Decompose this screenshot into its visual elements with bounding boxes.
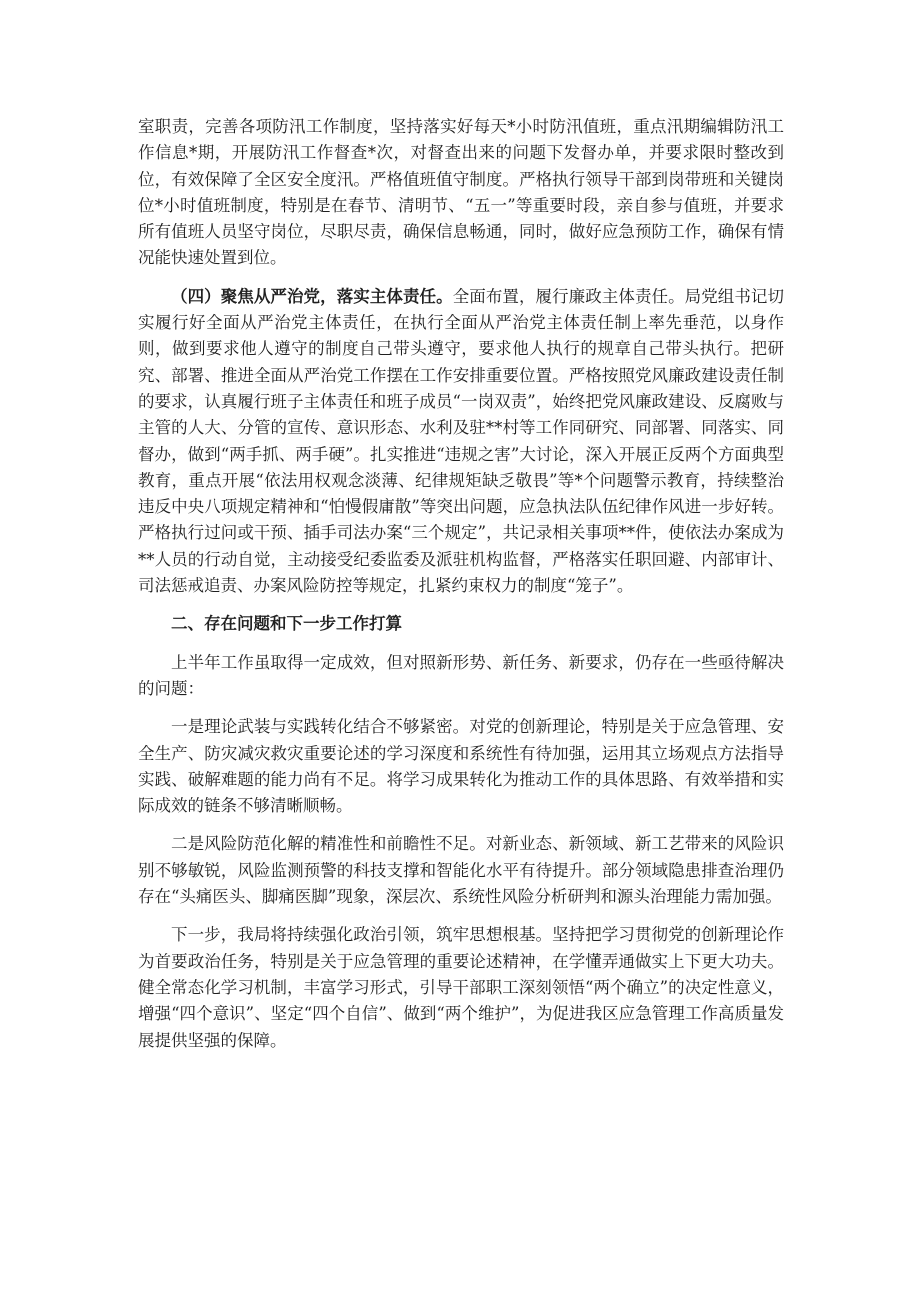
paragraph-problem-one: 一是理论武装与实践转化结合不够紧密。对党的创新理论，特别是关于应急管理、安全生产、防灾减灾救灾重要论述的学习深度和系统性有待加强，运用其立场观点方法指导实践、破解难题的能力尚有不足。将学习成果转化为推动工作的具体思路、有效举措和实际成效的链条不够清晰顺畅。 <box>138 717 784 816</box>
paragraph-next-steps: 下一步，我局将持续强化政治引领，筑牢思想根基。坚持把学习贯彻党的创新理论作为首要政治任务，特别是关于应急管理的重要论述精神，在学懂弄通做实上下更大功夫。健全常态化学习机制，丰富学习形式，引导干部职工深刻领悟“两个确立”的决定性意义，增强“四个意识”、坚定“四个自信”、做到“两个维护”，为促进我区应急管理工作高质量发展提供坚强的保障。 <box>138 925 784 1050</box>
document-page <box>138 114 784 1066</box>
section-two-heading: 二、存在问题和下一步工作打算 <box>171 614 402 634</box>
section-four-body: 全面布置，履行廉政主体责任。局党组书记切实履行好全面从严治党主体责任，在执行全面从严治党主体责任制上率先垂范，以身作则，做到要求他人遵守的制度自己带头遵守，要求他人执行的规章自己带头执行。把研究、部署、推进全面从严治党工作摆在工作安排重要位置。严格按照党风廉政建设责任制的要求，认真履行班子主体责任和班子成员“一岗双责”，始终把党风廉政建设、反腐败与主管的人大、分管的宣传、意识形态、水利及驻**村等工作同研究、同部署、同落实、同督办，做到“两手抓、两手硬”。扎实推进“违规之害”大讨论，深入开展正反两个方面典型教育，重点开展“依法用权观念淡薄、纪律规矩缺乏敬畏”等*个问题警示教育，持续整治违反中央八项规定精神和“怕慢假庸散”等突出问题，应急执法队伍纪律作风进一步好转。严格执行过问或干预、插手司法办案“三个规定”，共记录相关事项**件，使依法办案成为**人员的行动自觉，主动接受纪委监委及派驻机构监督，严格落实任职回避、内部审计、司法惩戒追责、办案风险防控等规定，扎紧约束权力的制度“笼子”。 <box>138 286 785 596</box>
paragraph-problems-intro: 上半年工作虽取得一定成效，但对照新形势、新任务、新要求，仍存在一些亟待解决的问题： <box>138 652 784 698</box>
section-four-lead: （四）聚焦从严治党，落实主体责任。 <box>171 286 453 306</box>
paragraph-party-discipline <box>138 284 784 600</box>
paragraph-flood-duty: 室职责，完善各项防汛工作制度，坚持落实好每天*小时防汛值班，重点汛期编辑防汛工作信息*期，开展防汛工作督查*次，对督查出来的问题下发督办单，并要求限时整改到位，有效保障了全区安全度汛。严格值班值守制度。严格执行领导干部到岗带班和关键岗位*小时值班制度，特别是在春节、清明节、“五一”等重要时段，亲自参与值班，并要求所有值班人员坚守岗位，尽职尽责，确保信息畅通，同时，做好应急预防工作，确保有情况能快速处置到位。 <box>138 117 784 268</box>
paragraph-problem-two: 二是风险防范化解的精准性和前瞻性不足。对新业态、新领域、新工艺带来的风险识别不够敏锐，风险监测预警的科技支撑和智能化水平有待提升。部分领域隐患排查治理仍存在“头痛医头、脚痛医脚”现象，深层次、系统性风险分析研判和源头治理能力需加强。 <box>138 834 784 907</box>
